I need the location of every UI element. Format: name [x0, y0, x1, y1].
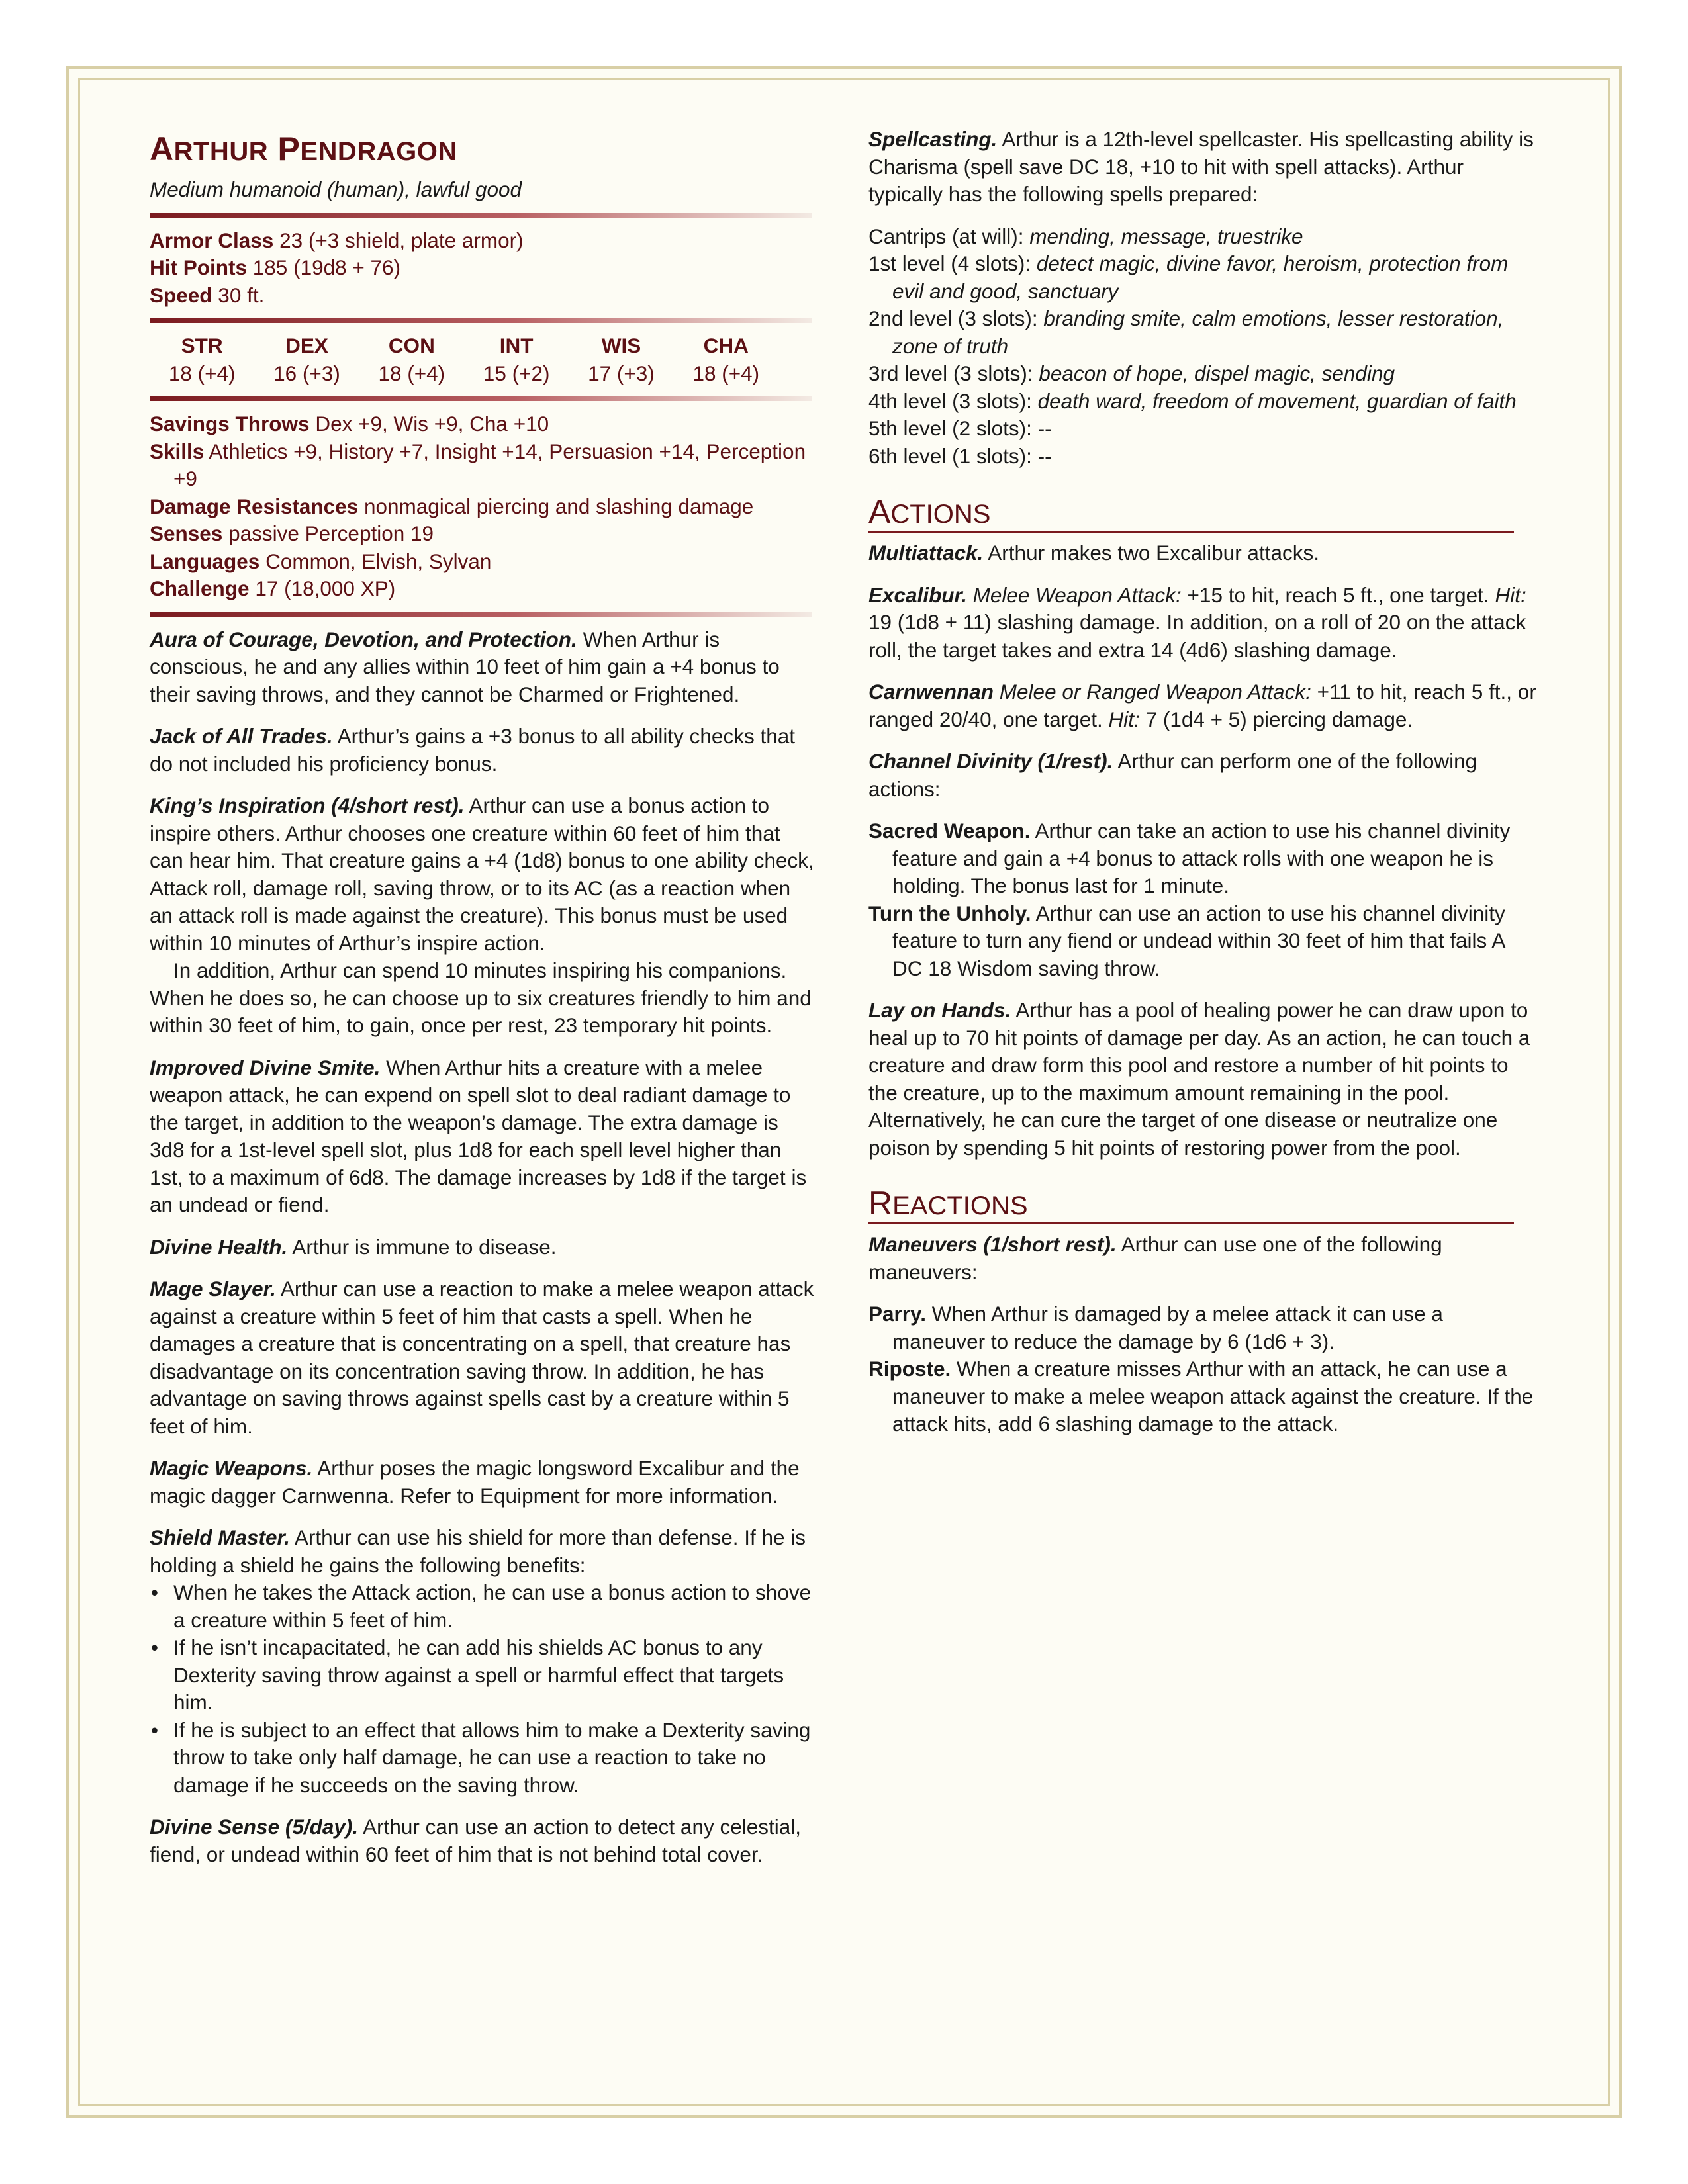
trait-divine-sense: Divine Sense (5/day). Arthur can use an action to detect any celestial, fiend, or undead within 60 feet of him that is not behind total cover. [150, 1815, 802, 1866]
stat-block-left-column [150, 126, 818, 1868]
trait-kings-inspiration: King’s Inspiration (4/short rest). Arthur can use a bonus action to inspire others. Arthur chooses one creature within 60 feet of him that can hear him. That creature gains a +4 (1d8) bonus to one ability check, Attack roll, damage roll, saving throw, or to its AC (as a reaction when an attack roll is made against the creature). This bonus must be used within 10 minutes of Arthur’s inspire action. [150, 794, 814, 955]
ability-name: INT [499, 334, 534, 357]
shield-master-benefits [150, 1579, 818, 1799]
challenge: Challenge 17 (18,000 XP) [150, 576, 396, 600]
ability-score: 18 (+4) [378, 361, 445, 385]
skills: Skills Athletics +9, History +7, Insight +14, Persuasion +14, Perception +9 [150, 439, 806, 490]
trait-shield-master: Shield Master. Arthur can use his shield for more than defense. If he is holding a shield he gains the following benefits: [150, 1525, 806, 1577]
stat-block-right-column [868, 126, 1538, 1438]
ability-headers [150, 332, 778, 360]
trait-mage-slayer: Mage Slayer. Arthur can use a reaction to make a melee weapon attack against a creature within 5 feet of him that casts a spell. When he damages a creature that is concentrating on a spell, that creature has disadvantage on its concentration saving throw. In addition, he has advantage on saving throws against spells cast by a creature within 5 feet of him. [150, 1277, 814, 1438]
trait-improved-divine-smite: Improved Divine Smite. When Arthur hits a creature with a melee weapon attack, he can expend on spell slot to deal radiant damage to the target, in addition to the weapon’s damage. The extra damage is 3d8 for a 1st-level spell slot, plus 1d8 for each spell level higher than 1st, to a maximum of 6d8. The damage increases by 1d8 if the target is an undead or fiend. [150, 1055, 807, 1216]
damage-resistances: Damage Resistances nonmagical piercing and slashing damage [150, 494, 754, 518]
reaction-maneuvers: Maneuvers (1/short rest). Arthur can use one of the following maneuvers: [868, 1232, 1442, 1284]
trait-jack-of-all-trades: Jack of All Trades. Arthur’s gains a +3 bonus to all ability checks that do not included his proficiency bonus. [150, 724, 795, 776]
divider [150, 612, 812, 617]
spell-level: 4th level (3 slots): death ward, freedom of movement, guardian of faith [868, 388, 1517, 413]
ability-name: DEX [285, 334, 328, 357]
reaction-parry: Parry. When Arthur is damaged by a melee attack it can use a maneuver to reduce the damage by 6 (1d6 + 3). [868, 1302, 1443, 1353]
ability-name: CON [388, 334, 435, 357]
ability-scores [150, 360, 778, 388]
spell-level: 1st level (4 slots): detect magic, divine favor, heroism, protection from evil and good, sanctuary [868, 251, 1509, 303]
ability-score: 18 (+4) [168, 361, 236, 385]
monster-type: Medium humanoid (human), lawful good [150, 177, 522, 201]
senses: Senses passive Perception 19 [150, 522, 434, 545]
action-excalibur: Excalibur. Melee Weapon Attack: +15 to hit, reach 5 ft., one target. Hit: 19 (1d8 + 11) slashing damage. In addition, on a roll of 20 on the attack roll, the target takes and extra 14 (4d6) slashing damage. [868, 582, 1526, 662]
spell-level: Cantrips (at will): mending, message, truestrike [868, 224, 1303, 248]
divider [150, 396, 812, 401]
reactions-heading: REACTIONS [868, 1188, 1514, 1224]
spell-level: 2nd level (3 slots): branding smite, calm emotions, lesser restoration, zone of truth [868, 306, 1504, 358]
ability-name: CHA [703, 334, 749, 357]
trait-aura: Aura of Courage, Devotion, and Protection. When Arthur is conscious, he and any allies within 10 feet of him gain a +4 bonus to their saving throws, and they cannot be Charmed or Frightened. [150, 627, 780, 706]
action-channel-divinity: Channel Divinity (1/rest). Arthur can perform one of the following actions: [868, 749, 1477, 801]
ability-name: WIS [601, 334, 641, 357]
actions-heading: ACTIONS [868, 496, 1514, 533]
ability-score: 17 (+3) [588, 361, 655, 385]
action-carnwennan: Carnwennan Melee or Ranged Weapon Attack: +11 to hit, reach 5 ft., or ranged 20/40, one target. Hit: 7 (1d4 + 5) piercing damage. [868, 680, 1536, 731]
list-item: • When he takes the Attack action, he can use a bonus action to shove a creature within 5 feet of him. [150, 1579, 818, 1634]
ability-name: STR [181, 334, 223, 357]
trait-kings-inspiration-continued: In addition, Arthur can spend 10 minutes inspiring his companions. When he does so, he can choose up to six creatures friendly to him and within 30 feet of him, to gain, once per rest, 23 temporary hit points. [150, 958, 812, 1037]
hit-points: Hit Points 185 (19d8 + 76) [150, 255, 401, 279]
trait-divine-health: Divine Health. Arthur is immune to disease. [150, 1234, 557, 1259]
list-item: • If he is subject to an effect that allows him to make a Dexterity saving throw to take only half damage, he can use a reaction to take no damage if he succeeds on the saving throw. [150, 1717, 818, 1799]
spell-list [868, 223, 1538, 471]
languages: Languages Common, Elvish, Sylvan [150, 549, 492, 573]
spell-level: 6th level (1 slots): -- [868, 443, 1052, 468]
ability-score: 15 (+2) [483, 361, 550, 385]
speed: Speed 30 ft. [150, 283, 265, 307]
ability-score: 18 (+4) [692, 361, 760, 385]
trait-spellcasting: Spellcasting. Arthur is a 12th-level spellcaster. His spellcasting ability is Charisma (spell save DC 18, +10 to hit with spell attacks). Arthur typically has the following spells prepared: [868, 127, 1534, 206]
action-lay-on-hands: Lay on Hands. Arthur has a pool of healing power he can draw upon to heal up to 70 hit points of damage per day. As an action, he can touch a creature and draw form this pool and restore a number of hit points to the creature, up to the maximum amount remaining in the pool. Alternatively, he can cure the target of one disease or neutralize one poison by spending 5 hit points of restoring power from the pool. [868, 998, 1530, 1160]
armor-class: Armor Class 23 (+3 shield, plate armor) [150, 228, 524, 252]
trait-magic-weapons: Magic Weapons. Arthur poses the magic longsword Excalibur and the magic dagger Carnwenna. Refer to Equipment for more information. [150, 1456, 800, 1508]
divider [150, 213, 812, 218]
reaction-riposte: Riposte. When a creature misses Arthur with an attack, he can use a maneuver to make a melee weapon attack against the creature. If the attack hits, add 6 slashing damage to the attack. [868, 1357, 1534, 1435]
spell-level: 5th level (2 slots): -- [868, 416, 1052, 440]
ability-score: 16 (+3) [273, 361, 340, 385]
action-sacred-weapon: Sacred Weapon. Arthur can take an action to use his channel divinity feature and gain a +4 bonus to attack rolls with one weapon he is holding. The bonus last for 1 minute. [868, 819, 1511, 897]
action-turn-the-unholy: Turn the Unholy. Arthur can use an action to use his channel divinity feature to turn any fiend or undead within 30 feet of him that fails A DC 18 Wisdom saving throw. [868, 901, 1505, 980]
spell-level: 3rd level (3 slots): beacon of hope, dispel magic, sending [868, 361, 1395, 385]
action-multiattack: Multiattack. Arthur makes two Excalibur attacks. [868, 541, 1319, 565]
list-item: • If he isn’t incapacitated, he can add his shields AC bonus to any Dexterity saving throw against a spell or harmful effect that targets him. [150, 1634, 818, 1717]
saving-throws: Savings Throws Dex +9, Wis +9, Cha +10 [150, 412, 549, 435]
monster-name: ARTHUR PENDRAGON [150, 130, 457, 167]
divider [150, 318, 812, 323]
